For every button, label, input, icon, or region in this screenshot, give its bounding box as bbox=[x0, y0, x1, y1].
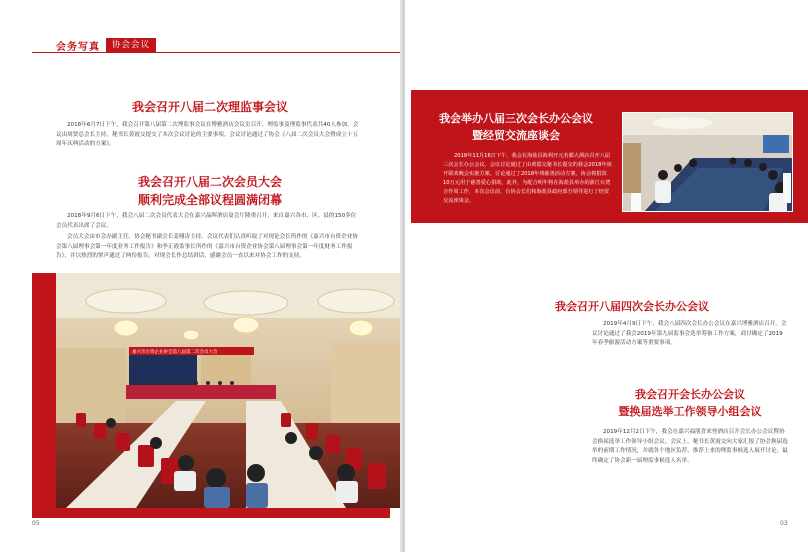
article1-body bbox=[56, 121, 360, 152]
left-page bbox=[0, 0, 403, 552]
article2-body bbox=[56, 212, 360, 264]
article1-title: 我会召开八届二次理监事会议 bbox=[131, 100, 288, 114]
article2-title-line2: 顺利完成全部议程圆满闭幕 bbox=[137, 193, 282, 207]
section-header bbox=[56, 38, 156, 52]
article5-title-line1: 我会召开会长办公会议 bbox=[635, 388, 745, 401]
article1-paragraph: 2018年6月7日下午，我会召开第八届第二次理监事会议在博雅酒店会议室召开，理监事及理监事代表共40人参加。会议由周贤总会长主持，秘书长黄霞交提交了本次会议讨论的主要事项。会议讨论通过了协会《八届二次会员大会暨成立十五周年庆典活动的方案》。 bbox=[56, 122, 359, 147]
article3-title-line1: 我会举办八届三次会长办公会议 bbox=[439, 112, 593, 125]
office-meeting-photo bbox=[622, 112, 793, 212]
article4-paragraph: 2019年4月9日下午，我会八届四次会长办公会议在嘉兴博雅酒店召开。会议讨论通过了我会2019年第九届监事会选举筹备工作方案，商讨确定了2019年春季旅游活动方案等重要事项。 bbox=[592, 321, 787, 346]
article3-body bbox=[443, 152, 613, 208]
office-meeting-illustration bbox=[623, 113, 793, 212]
highlight-block bbox=[411, 90, 808, 223]
meeting-hall-photo bbox=[56, 273, 402, 508]
article2-paragraph: 2018年9月6日下午，我会八届二次会员代表大会在嘉兴晶晖酒店宴会厅隆重召开，来自嘉兴各市、区、县的150多位会员代表出席了会议。 bbox=[56, 213, 357, 229]
article4-body bbox=[592, 320, 788, 351]
article5-paragraph: 2019年12月2日下午，我会在嘉兴福朋喜来登酒店召开会长办公会议暨协会换届选举工作领导小组会议。会议上，秘书长黄霞交向大家汇报了协会换届选举的前期工作情况，并就各个地区负荐、推荐上来的理监事候选人展开讨论，最终确定了协会新一届理监事候选人名单。 bbox=[592, 429, 788, 464]
section-tag: 协会会议 bbox=[106, 38, 156, 52]
article3-title-line2: 暨经贸交流座谈会 bbox=[472, 129, 560, 142]
page-number-right: 03 bbox=[780, 520, 788, 527]
page-number-left: 05 bbox=[32, 520, 40, 527]
article3-paragraph: 2018年11月16日下午，我会在海盐县海利开元名都大酒店召开八届三次会长办公会议。会议讨论通过了由黄霞交秘书长提交的我会2018年度开联欢晚会实施方案。讨论通过了2018年残慈善活动方案，协会将捐款10万元用于慈善爱心捐助。此外，为配合明年将在海盐县举办的浙江台湾合作周工作，本次会议前，台协会长们和海盐县政府部分领导进行了经贸交流座谈会。 bbox=[443, 153, 612, 204]
article5-title-line2: 暨换届选举工作领导小组会议 bbox=[618, 405, 762, 418]
meeting-hall-illustration bbox=[56, 273, 402, 508]
section-title: 会务写真 bbox=[56, 41, 100, 53]
article4-title: 我会召开八届四次会长办公会议 bbox=[555, 300, 709, 313]
article2-title-line1: 我会召开八届二次会员大会 bbox=[137, 175, 282, 189]
article2-paragraph: 会员大会由市会办副主任、协会秘书副会长姜栩涛主持。会议代表们认真听取了对现论会长所作的《嘉兴市台资企业协会第八届理事会第一年度业务工作报告》和李正霞监事长所作的《嘉兴市台资企业协会第八届理事会第一年度财务工作报告》，并以热烈的掌声通过了两份报告。对现会长作总结讲话，感谢会员一直以来对协会工作的支持。 bbox=[56, 234, 358, 259]
hall-banner-text: 嘉兴市台资企业协会第八届第二次会员大会 bbox=[132, 350, 218, 355]
header-rule bbox=[32, 52, 403, 53]
article5-body bbox=[592, 428, 788, 468]
right-page bbox=[405, 0, 808, 552]
